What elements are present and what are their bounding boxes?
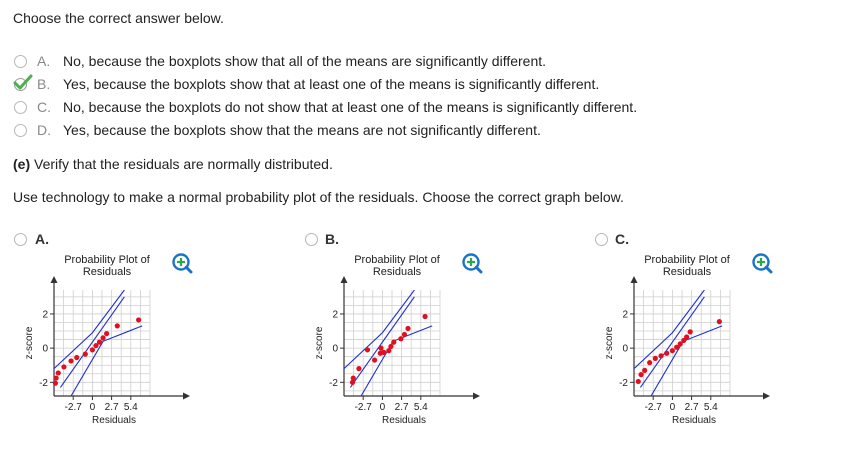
y-tick-label: -2 (329, 377, 338, 389)
data-point (54, 375, 59, 380)
data-point (100, 335, 105, 340)
data-point (664, 351, 669, 356)
y-tick-label: 0 (332, 343, 338, 355)
x-tick-label: 0 (379, 402, 386, 413)
data-point (381, 350, 386, 355)
x-tick-label: 0 (89, 402, 96, 413)
x-tick-label: -2.7 (644, 402, 662, 413)
y-axis-arrow (631, 276, 638, 283)
option-a[interactable] (13, 52, 653, 72)
zoom-in-icon[interactable] (171, 252, 193, 274)
data-point (684, 334, 689, 339)
x-tick-label: 0 (669, 402, 676, 413)
data-point (61, 364, 66, 369)
option-d[interactable] (13, 121, 653, 141)
data-point (56, 370, 61, 375)
x-axis-label: Residuals (672, 415, 716, 426)
graph-option-a-letter: A. (35, 231, 49, 247)
y-tick-label: -2 (619, 377, 628, 389)
x-tick-label: -2.7 (354, 402, 372, 413)
y-tick-label: 2 (622, 309, 628, 321)
data-point (136, 317, 141, 322)
data-point (639, 372, 644, 377)
option-b-text: Yes, because the boxplots show that at least one of the means is significantly different. (63, 76, 600, 92)
x-tick-label: 2.7 (394, 402, 409, 413)
data-point (688, 329, 693, 334)
checkmark-icon (13, 74, 33, 92)
data-point (68, 358, 73, 363)
data-point (53, 381, 58, 386)
data-point (378, 346, 383, 351)
x-tick-label: 2.7 (684, 402, 699, 413)
x-tick-label: 5.4 (703, 402, 718, 413)
data-point (422, 314, 427, 319)
data-point (97, 340, 102, 345)
probability-plot-a (24, 280, 198, 430)
y-axis-arrow (51, 276, 58, 283)
graph-c-title-line1: Probability Plot of (644, 254, 730, 266)
data-point (653, 356, 658, 361)
x-axis-label: Residuals (92, 415, 136, 426)
data-point (402, 332, 407, 337)
graph-option-c-letter: C. (615, 231, 629, 247)
y-axis-arrow (341, 276, 348, 283)
y-axis-label: z-score (604, 326, 615, 360)
data-point (372, 357, 377, 362)
data-point (74, 355, 79, 360)
option-b[interactable] (13, 75, 653, 95)
data-points (636, 319, 722, 384)
zoom-in-icon[interactable] (751, 252, 773, 274)
confidence-band-lower (361, 326, 432, 396)
x-tick-label: 2.7 (104, 402, 119, 413)
y-tick-label: 2 (332, 309, 338, 321)
probability-plot-b (314, 280, 488, 430)
data-point (104, 331, 109, 336)
confidence-band-lower (71, 326, 142, 396)
data-point (642, 368, 647, 373)
data-point (365, 347, 370, 352)
option-a-letter: A. (37, 53, 51, 69)
zoom-in-icon[interactable] (461, 252, 483, 274)
graph-b-title (348, 254, 446, 278)
y-axis-label: z-score (24, 326, 35, 360)
graph-option-c-radio[interactable] (595, 233, 608, 246)
y-tick-label: -2 (39, 377, 48, 389)
x-tick-label: -2.7 (64, 402, 82, 413)
question-prompt: Choose the correct answer below. (13, 10, 224, 26)
fit-lines (344, 290, 432, 396)
graph-a-title-line1: Probability Plot of (64, 254, 150, 266)
graph-c-title (638, 254, 736, 278)
x-tick-label: 5.4 (413, 402, 428, 413)
part-e-heading (13, 155, 333, 173)
data-point (83, 352, 88, 357)
x-axis-arrow (183, 393, 190, 400)
graph-option-a-radio[interactable] (14, 233, 27, 246)
option-d-radio[interactable] (14, 124, 27, 137)
instruction-text: Use technology to make a normal probability plot of the residuals. Choose the correct graph below. (13, 189, 624, 205)
data-point (388, 344, 393, 349)
graph-option-b-letter: B. (325, 231, 339, 247)
y-tick-label: 0 (622, 343, 628, 355)
data-point (670, 348, 675, 353)
data-point (636, 379, 641, 384)
x-tick-label: 5.4 (123, 402, 138, 413)
data-point (647, 360, 652, 365)
graph-b-title-line1: Probability Plot of (354, 254, 440, 266)
data-point (398, 336, 403, 341)
option-c-radio[interactable] (14, 101, 27, 114)
option-b-letter: B. (37, 76, 51, 92)
part-e-text: Verify that the residuals are normally distributed. (30, 156, 333, 172)
option-a-text: No, because the boxplots show that all of the means are significantly different. (63, 53, 547, 69)
graph-a-title-line2: Residuals (82, 266, 132, 278)
graph-option-b-radio[interactable] (305, 233, 318, 246)
x-axis-label: Residuals (382, 415, 426, 426)
data-point (717, 319, 722, 324)
graph-c-title-line2: Residuals (662, 266, 712, 278)
data-point (405, 326, 410, 331)
data-point (356, 366, 361, 371)
option-c[interactable] (13, 98, 663, 118)
x-axis-arrow (473, 393, 480, 400)
y-tick-label: 2 (42, 309, 48, 321)
data-point (351, 375, 356, 380)
graph-b-title-line2: Residuals (372, 266, 422, 278)
y-axis-label: z-score (314, 326, 325, 360)
option-d-letter: D. (37, 122, 51, 138)
option-a-radio[interactable] (14, 55, 27, 68)
option-d-text: Yes, because the boxplots show that the means are not significantly different. (63, 122, 541, 138)
graph-a-title (58, 254, 156, 278)
option-c-letter: C. (37, 99, 51, 115)
part-e-label: (e) (13, 156, 31, 172)
x-axis-arrow (763, 393, 770, 400)
y-tick-label: 0 (42, 343, 48, 355)
data-point (115, 323, 120, 328)
data-point (658, 353, 663, 358)
data-point (90, 347, 95, 352)
option-c-text: No, because the boxplots do not show that at least one of the means is significantly different. (63, 99, 638, 115)
probability-plot-c (604, 280, 778, 430)
data-point (391, 340, 396, 345)
